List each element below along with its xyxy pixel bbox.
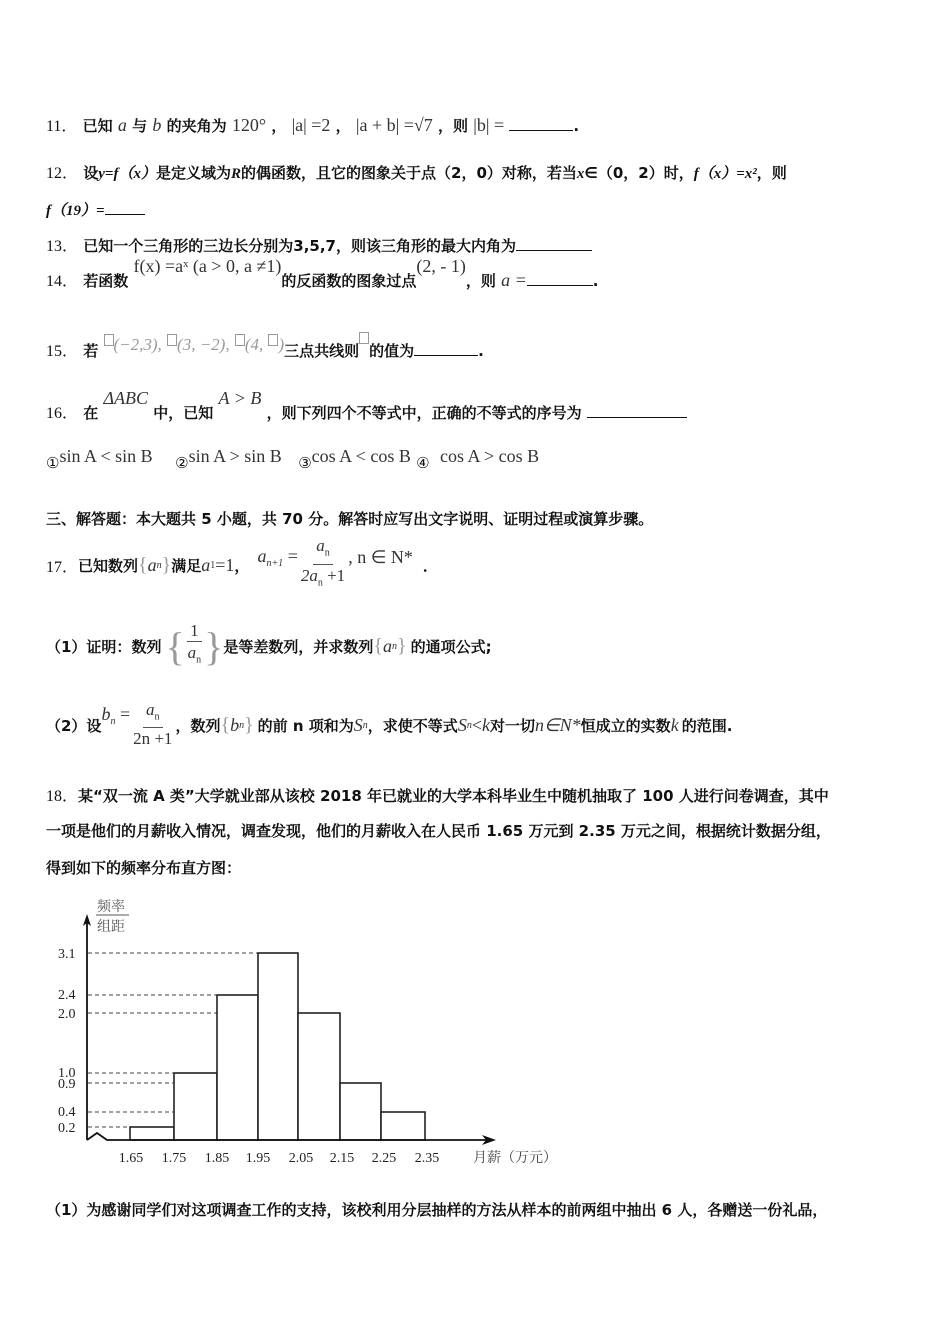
question-number: 11．	[46, 118, 78, 135]
seq-a: a	[382, 635, 392, 656]
bar-1.85-1.95	[217, 995, 258, 1140]
q14-text: ，则	[465, 272, 496, 290]
question-number: 18．	[46, 788, 79, 805]
option-marker: ④	[416, 454, 430, 472]
bar-1.75-1.85	[174, 1073, 217, 1140]
x-tick: 2.05	[288, 1151, 314, 1166]
q11-text: 的夹角为	[166, 117, 227, 135]
q15-text: 若	[83, 342, 99, 360]
q16-text: 在	[83, 404, 99, 422]
punct: ．	[422, 556, 438, 575]
subscript: n	[324, 547, 330, 559]
question-number: 12．	[46, 165, 79, 182]
denominator: 2n +1	[133, 729, 173, 749]
x-tick: 1.85	[204, 1151, 230, 1166]
x-tick: 1.75	[161, 1151, 187, 1166]
numerator: a	[316, 536, 325, 556]
punct: .	[573, 117, 580, 135]
q12-text: 是定义域为	[155, 164, 231, 182]
abs-a-plus-b-expr: |a + b| =√7	[355, 115, 433, 135]
q13-text: 已知一个三角形的三边长分别为3,5,7，则该三角形的最大内角为	[83, 237, 516, 255]
q12-text: ，则	[756, 164, 787, 182]
y-tick: 2.4	[58, 988, 76, 1003]
q17-text: 已知数列	[78, 556, 139, 575]
option-marker: ①	[46, 454, 60, 472]
denominator: 2a	[300, 565, 318, 585]
q16-text: 中，已知	[153, 404, 214, 422]
triangle-expr: ΔABC	[103, 388, 149, 408]
bar-2.15-2.25	[340, 1083, 381, 1140]
q15-text: 的值为	[369, 342, 415, 360]
y-tick: 3.1	[58, 947, 76, 962]
vector-b: b	[152, 115, 162, 135]
point-3-close: )	[278, 335, 285, 354]
a-eq-expr: a =	[501, 270, 527, 290]
f19-expr: f（19）=	[46, 203, 105, 219]
option-expr: cos A < cos B	[311, 446, 411, 466]
left-brace: {	[138, 553, 148, 576]
subscript: 1	[210, 559, 216, 571]
question-number: 14．	[46, 273, 79, 290]
question-number: 16．	[46, 405, 79, 422]
S-symbol: S	[353, 714, 363, 735]
x-tick: 2.35	[414, 1151, 440, 1166]
question-18-line2: 一项是他们的月薪收入情况，调查发现，他们的月薪收入在人民币 1.65 万元到 2.35 万元之间，根据统计数据分组，	[46, 822, 831, 840]
subscript: n	[317, 576, 323, 588]
part-text: 对一切	[489, 716, 535, 735]
subscript: n	[154, 711, 160, 723]
numerator: a	[146, 699, 155, 719]
right-brace: }	[161, 553, 172, 576]
a1-value: =1	[215, 554, 235, 575]
bar-1.95-2.05	[258, 953, 298, 1140]
part-label: （2）设	[46, 716, 102, 735]
question-number: 15．	[46, 343, 79, 360]
point-expr: (2, - 1)	[416, 256, 466, 276]
q11-text: 与	[132, 117, 148, 135]
punct: ，	[271, 117, 287, 135]
numerator: 1	[187, 621, 202, 642]
x-tick: 2.25	[371, 1151, 397, 1166]
point-1: (−2,3),	[113, 335, 162, 354]
part-text: 的范围.	[681, 716, 733, 735]
punct: ，	[335, 117, 351, 135]
part-text: 的通项公式;	[410, 637, 492, 656]
histogram-bars	[130, 953, 425, 1140]
subscript: n	[110, 715, 116, 727]
b-symbol: b	[101, 703, 111, 724]
y-axis-label-top: 频率	[97, 899, 125, 915]
y-tick: 0.4	[58, 1105, 76, 1120]
left-brace: {	[373, 634, 383, 657]
part-text: ，求使不等式	[367, 716, 458, 735]
q11-text: 已知	[82, 117, 113, 135]
function-expr: f(x) =aˣ (a > 0, a ≠1)	[133, 256, 282, 276]
part-label: （1）证明：数列	[46, 637, 162, 656]
abs-b-expr: |b| =	[473, 115, 505, 135]
recurrence-lhs: a	[257, 545, 267, 566]
bar-2.05-2.15	[298, 1013, 340, 1140]
q14-text: 若函数	[83, 272, 129, 290]
bar-2.25-2.35	[381, 1112, 425, 1140]
y-tick-labels	[58, 947, 76, 1136]
x-tick: 1.95	[245, 1151, 271, 1166]
subscript: n	[239, 719, 245, 731]
question-18-part1: （1）为感谢同学们对这项调查工作的支持，该校利用分层抽样的方法从样本的前两组中抽出 6 人，各赠送一份礼品，	[46, 1201, 828, 1219]
k-symbol: k	[481, 714, 490, 735]
x-tick: 2.15	[329, 1151, 355, 1166]
option-expr: sin A < sin B	[59, 446, 153, 466]
option-expr: cos A > cos B	[439, 446, 540, 466]
set-R: R	[230, 166, 241, 182]
denominator: a	[187, 642, 197, 662]
subscript: n	[362, 719, 368, 731]
punct: .	[592, 272, 599, 290]
x-tick: 1.65	[118, 1151, 144, 1166]
seq-b: b	[230, 714, 240, 735]
q12-text: 设	[83, 164, 99, 182]
part-text: ，数列	[175, 716, 221, 735]
option-expr: sin A > sin B	[188, 446, 282, 466]
point-2: (3, −2),	[177, 335, 230, 354]
question-number: 17．	[46, 558, 79, 576]
option-marker: ②	[175, 454, 189, 472]
q15-text: 三点共线则	[284, 342, 360, 360]
q12-text: ∈（0，2）时，	[584, 164, 694, 182]
point-3: (4,	[244, 335, 264, 354]
y-tick: 0.2	[58, 1121, 76, 1136]
variable-x: x	[576, 166, 585, 182]
equals: =	[283, 545, 298, 566]
q16-text: ，则下列四个不等式中，正确的不等式的序号为	[266, 404, 582, 422]
vector-a: a	[117, 115, 127, 135]
q14-text: 的反函数的图象过点	[281, 272, 417, 290]
function-def: f（x）=x²	[693, 166, 757, 182]
right-brace: }	[204, 623, 224, 669]
right-brace: }	[244, 713, 254, 736]
subscript: n	[466, 719, 472, 731]
x-tick-labels	[119, 1151, 440, 1166]
abs-a-expr: |a| =2	[291, 115, 331, 135]
subscript: n	[156, 559, 162, 571]
denominator-tail: +1	[322, 565, 346, 585]
right-brace: }	[396, 634, 407, 657]
equals: =	[115, 703, 131, 724]
k-symbol: k	[670, 714, 679, 735]
seq-a: a	[147, 554, 157, 575]
a1-symbol: a	[201, 554, 211, 575]
S-symbol: S	[457, 714, 467, 735]
subscript: n	[391, 640, 397, 652]
question-number: 13．	[46, 238, 79, 255]
subscript: n	[196, 654, 202, 666]
y-tick: 2.0	[58, 1007, 76, 1022]
q17-text: 满足	[171, 556, 202, 575]
y-axis-label-bottom: 组距	[97, 919, 125, 935]
angle-value: 120°	[231, 115, 267, 135]
left-brace: {	[220, 713, 231, 736]
left-brace: {	[165, 623, 185, 669]
domain-expr: , n ∈ N*	[348, 546, 413, 567]
bar-1.65-1.75	[130, 1127, 174, 1140]
q12-text: 的偶函数，且它的图象关于点（2，0）对称，若当	[241, 164, 577, 182]
q11-text: ，则	[438, 117, 469, 135]
y-tick: 1.0	[58, 1066, 76, 1081]
less-than: <	[471, 714, 482, 735]
part-text: 恒成立的实数	[580, 716, 671, 735]
domain-expr: n∈N*	[534, 714, 581, 735]
option-marker: ③	[298, 454, 312, 472]
y-tick: 0.9	[58, 1077, 76, 1092]
condition-expr: A > B	[218, 388, 262, 408]
x-axis-label: 月薪（万元）	[473, 1150, 557, 1166]
q18-text: 某“双一流 A 类”大学就业部从该校 2018 年已就业的大学本科毕业生中随机抽取了 100 人进行问卷调查，其中	[78, 787, 829, 805]
part-text: 的前 n 项和为	[257, 716, 354, 735]
question-18-line3: 得到如下的频率分布直方图：	[46, 859, 242, 877]
function-expr: y=f（x）	[98, 166, 156, 182]
punct: .	[478, 342, 484, 360]
punct: ，	[234, 556, 250, 575]
subscript: n+1	[266, 557, 284, 569]
section-3-heading: 三、解答题：本大题共 5 小题，共 70 分。解答时应写出文字说明、证明过程或演算步骤。	[46, 510, 654, 528]
part-text: 是等差数列，并求数列	[223, 637, 374, 656]
